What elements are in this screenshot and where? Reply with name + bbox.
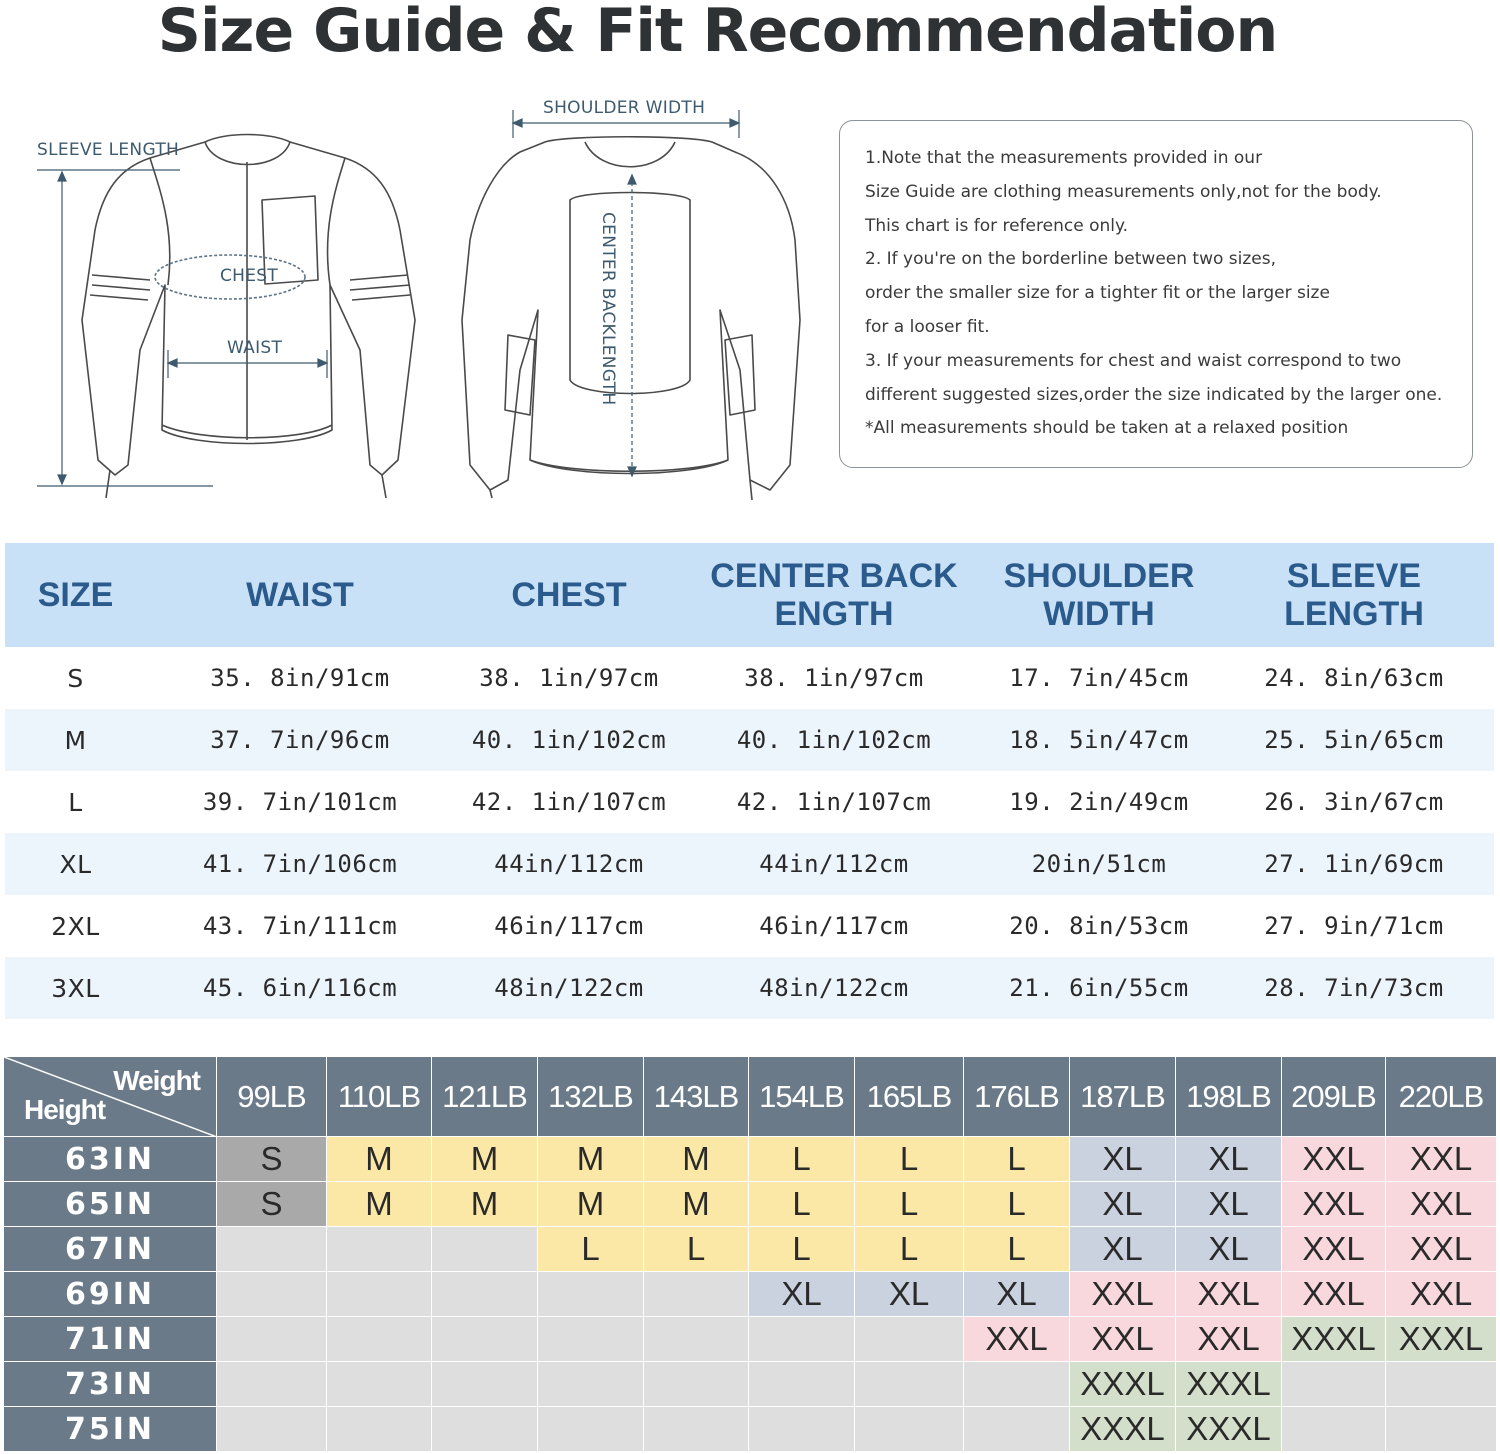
front-jacket-body	[82, 135, 415, 476]
fit-cell: XXL	[1282, 1137, 1386, 1182]
fit-cell	[432, 1317, 538, 1362]
fit-cell: L	[855, 1182, 964, 1227]
fit-cell	[644, 1272, 749, 1317]
fit-cell: M	[432, 1137, 538, 1182]
fit-cell: L	[749, 1182, 855, 1227]
weight-column-header: 165LB	[855, 1057, 964, 1137]
fit-cell	[538, 1407, 644, 1452]
fit-cell	[538, 1272, 644, 1317]
fit-cell	[1386, 1407, 1497, 1452]
size-cell: XL	[5, 833, 146, 895]
fit-cell: XL	[749, 1272, 855, 1317]
fit-cell: XL	[855, 1272, 964, 1317]
measurement-cell: 42. 1in/107cm	[471, 788, 667, 816]
waist-label: WAIST	[227, 338, 283, 358]
weight-column-header: 99LB	[217, 1057, 327, 1137]
measurement-cell: 46in/117cm	[759, 912, 909, 940]
measurement-cell: 44in/112cm	[454, 833, 684, 895]
measurement-cell: 37. 7in/96cm	[146, 709, 454, 771]
fit-cell: M	[538, 1182, 644, 1227]
header-size: SIZE	[5, 543, 146, 647]
fit-cell: L	[964, 1137, 1070, 1182]
fit-cell: M	[644, 1182, 749, 1227]
size-table	[5, 543, 1494, 1019]
note-line: 3. If your measurements for chest and waist correspond to two	[865, 350, 1402, 371]
fit-cell	[327, 1227, 432, 1272]
fit-cell: L	[964, 1227, 1070, 1272]
size-cell: L	[68, 787, 83, 817]
fit-grid	[3, 1056, 1497, 1452]
fit-cell: XXL	[1176, 1317, 1282, 1362]
weight-column-header: 220LB	[1386, 1057, 1497, 1137]
fit-cell	[432, 1227, 538, 1272]
fit-cell	[1386, 1362, 1497, 1407]
fit-cell: XXL	[1282, 1272, 1386, 1317]
fit-cell	[217, 1407, 327, 1452]
fit-cell: XXL	[1070, 1272, 1176, 1317]
fit-cell	[749, 1362, 855, 1407]
fit-cell: XXL	[1070, 1317, 1176, 1362]
fit-cell	[1282, 1362, 1386, 1407]
jacket-illustration	[0, 80, 830, 510]
measurement-cell: 44in/112cm	[684, 833, 984, 895]
measurement-cell: 40. 1in/102cm	[684, 709, 984, 771]
measurement-cell: 17. 7in/45cm	[1009, 664, 1189, 692]
fit-cell	[644, 1362, 749, 1407]
weight-column-header: 198LB	[1176, 1057, 1282, 1137]
weight-column-header: 110LB	[327, 1057, 432, 1137]
measurement-cell: 42. 1in/107cm	[736, 788, 932, 816]
fit-cell	[327, 1317, 432, 1362]
weight-column-header: 143LB	[644, 1057, 749, 1137]
weight-column-header: 154LB	[749, 1057, 855, 1137]
table-row	[5, 709, 1494, 771]
measurement-cell: 24. 8in/63cm	[1264, 664, 1444, 692]
measurement-cell: 18. 5in/47cm	[984, 709, 1214, 771]
header-sleeve-length: SLEEVE LENGTH	[1214, 543, 1494, 647]
fit-cell: XXL	[1386, 1272, 1497, 1317]
fit-cell	[644, 1317, 749, 1362]
weight-label: Weight	[113, 1065, 200, 1096]
height-row-header: 65IN	[4, 1182, 217, 1227]
note-line: different suggested sizes,order the size indicated by the larger one.	[865, 384, 1443, 405]
fit-cell: M	[327, 1137, 432, 1182]
sleeve-length-label: SLEEVE LENGTH	[37, 140, 180, 160]
measurement-cell: 28. 7in/73cm	[1214, 957, 1494, 1019]
measurement-cell: 40. 1in/102cm	[454, 709, 684, 771]
fit-cell	[327, 1272, 432, 1317]
weight-column-header: 187LB	[1070, 1057, 1176, 1137]
height-row-header: 63IN	[4, 1137, 217, 1182]
fit-cell	[644, 1407, 749, 1452]
measurement-cell: 27. 1in/69cm	[1214, 833, 1494, 895]
fit-cell: XL	[1176, 1137, 1282, 1182]
center-back-length-label: CENTER BACKLENGTH	[598, 212, 618, 406]
shoulder-width-label: SHOULDER WIDTH	[543, 98, 706, 118]
height-row-header: 75IN	[4, 1407, 217, 1452]
chest-label: CHEST	[220, 266, 279, 286]
fit-cell: S	[217, 1137, 327, 1182]
header-shoulder-width: SHOULDER WIDTH	[984, 543, 1214, 647]
fit-cell	[855, 1362, 964, 1407]
table-row	[4, 1182, 1497, 1227]
header-chest: CHEST	[454, 543, 684, 647]
fit-cell: L	[964, 1182, 1070, 1227]
fit-cell: XXL	[1386, 1227, 1497, 1272]
fit-cell: XL	[1176, 1227, 1282, 1272]
fit-cell: XXXL	[1282, 1317, 1386, 1362]
measurement-cell: 25. 5in/65cm	[1214, 709, 1494, 771]
header-center-back-length: CENTER BACK ENGTH	[684, 543, 984, 647]
size-table-header	[5, 543, 1494, 647]
fit-cell	[327, 1407, 432, 1452]
fit-cell: XXL	[1386, 1182, 1497, 1227]
fit-cell: L	[749, 1137, 855, 1182]
fit-cell: XXL	[1282, 1227, 1386, 1272]
fit-cell: XL	[964, 1272, 1070, 1317]
page-title: Size Guide & Fit Recommendation	[157, 0, 1278, 66]
table-row	[4, 1317, 1497, 1362]
weight-column-header: 132LB	[538, 1057, 644, 1137]
fit-cell: L	[749, 1227, 855, 1272]
height-row-header: 73IN	[4, 1362, 217, 1407]
note-line: for a looser fit.	[865, 316, 990, 337]
fit-cell	[964, 1407, 1070, 1452]
fit-cell: L	[855, 1137, 964, 1182]
fit-cell: L	[538, 1227, 644, 1272]
height-label: Height	[24, 1094, 106, 1125]
fit-cell	[855, 1317, 964, 1362]
measurement-cell: 26. 3in/67cm	[1264, 788, 1444, 816]
table-row	[5, 647, 1494, 709]
fit-cell	[855, 1407, 964, 1452]
fit-cell	[327, 1362, 432, 1407]
measurement-cell: 41. 7in/106cm	[146, 833, 454, 895]
table-row	[4, 1272, 1497, 1317]
fit-cell: XL	[1070, 1137, 1176, 1182]
height-row-header: 69IN	[4, 1272, 217, 1317]
table-row	[5, 833, 1494, 895]
weight-height-corner	[4, 1057, 217, 1137]
measurement-cell: 35. 8in/91cm	[210, 664, 390, 692]
size-cell: S	[67, 663, 84, 693]
fit-cell: XXXL	[1386, 1317, 1497, 1362]
measurement-cell: 39. 7in/101cm	[202, 788, 398, 816]
measurement-cell: 46in/117cm	[494, 912, 644, 940]
size-cell: 2XL	[51, 911, 100, 941]
measurement-cell: 27. 9in/71cm	[1264, 912, 1444, 940]
measurement-cell: 48in/122cm	[684, 957, 984, 1019]
note-line: 1.Note that the measurements provided in our	[865, 148, 1263, 168]
fit-cell: S	[217, 1182, 327, 1227]
size-cell: 3XL	[5, 957, 146, 1019]
fit-cell	[432, 1272, 538, 1317]
measurement-cell: 21. 6in/55cm	[984, 957, 1214, 1019]
fit-cell: XXL	[1386, 1137, 1497, 1182]
fit-cell: XXXL	[1176, 1362, 1282, 1407]
note-line: This chart is for reference only.	[865, 215, 1129, 236]
fit-cell	[749, 1407, 855, 1452]
table-row	[5, 895, 1494, 957]
fit-grid-header	[4, 1057, 1497, 1137]
table-row	[4, 1362, 1497, 1407]
fit-cell	[749, 1317, 855, 1362]
fit-cell: XXXL	[1070, 1362, 1176, 1407]
fit-cell	[217, 1227, 327, 1272]
measurement-cell: 20. 8in/53cm	[1009, 912, 1189, 940]
fit-cell: M	[432, 1182, 538, 1227]
measurement-cell: 38. 1in/97cm	[744, 664, 924, 692]
measurement-cell: 48in/122cm	[454, 957, 684, 1019]
measurement-cell: 20in/51cm	[984, 833, 1214, 895]
fit-cell: XXL	[964, 1317, 1070, 1362]
measurement-cell: 43. 7in/111cm	[202, 912, 398, 940]
height-row-header: 67IN	[4, 1227, 217, 1272]
fit-cell: XXL	[1176, 1272, 1282, 1317]
table-row	[5, 771, 1494, 833]
weight-column-header: 121LB	[432, 1057, 538, 1137]
fit-cell	[432, 1362, 538, 1407]
weight-column-header: 176LB	[964, 1057, 1070, 1137]
table-row	[4, 1227, 1497, 1272]
note-line: Size Guide are clothing measurements only,not for the body.	[865, 181, 1382, 202]
weight-column-header: 209LB	[1282, 1057, 1386, 1137]
height-row-header: 71IN	[4, 1317, 217, 1362]
measurement-cell: 19. 2in/49cm	[1009, 788, 1189, 816]
fit-cell	[538, 1362, 644, 1407]
table-row	[4, 1137, 1497, 1182]
fit-cell: XXXL	[1176, 1407, 1282, 1452]
note-line: 2. If you're on the borderline between two sizes,	[865, 249, 1277, 270]
measurement-cell: 45. 6in/116cm	[146, 957, 454, 1019]
measurement-cell: 38. 1in/97cm	[479, 664, 659, 692]
fit-cell: XL	[1070, 1182, 1176, 1227]
fit-cell: L	[855, 1227, 964, 1272]
fit-cell	[217, 1362, 327, 1407]
fit-cell	[538, 1317, 644, 1362]
fit-cell	[1282, 1407, 1386, 1452]
fit-cell: XXL	[1282, 1182, 1386, 1227]
note-line: order the smaller size for a tighter fit or the larger size	[865, 283, 1330, 304]
fit-cell: XXXL	[1070, 1407, 1176, 1452]
table-row	[5, 957, 1494, 1019]
notes-box	[839, 120, 1473, 468]
size-cell: M	[5, 709, 146, 771]
note-line: *All measurements should be taken at a relaxed position	[865, 418, 1349, 439]
fit-cell	[217, 1317, 327, 1362]
header-waist: WAIST	[146, 543, 454, 647]
fit-cell: M	[538, 1137, 644, 1182]
fit-cell: XL	[1176, 1182, 1282, 1227]
fit-cell: L	[644, 1227, 749, 1272]
fit-cell: M	[644, 1137, 749, 1182]
back-jacket-body	[462, 137, 800, 490]
fit-cell: XL	[1070, 1227, 1176, 1272]
fit-cell	[432, 1407, 538, 1452]
fit-cell	[964, 1362, 1070, 1407]
fit-cell: M	[327, 1182, 432, 1227]
table-row	[4, 1407, 1497, 1452]
fit-cell	[217, 1272, 327, 1317]
